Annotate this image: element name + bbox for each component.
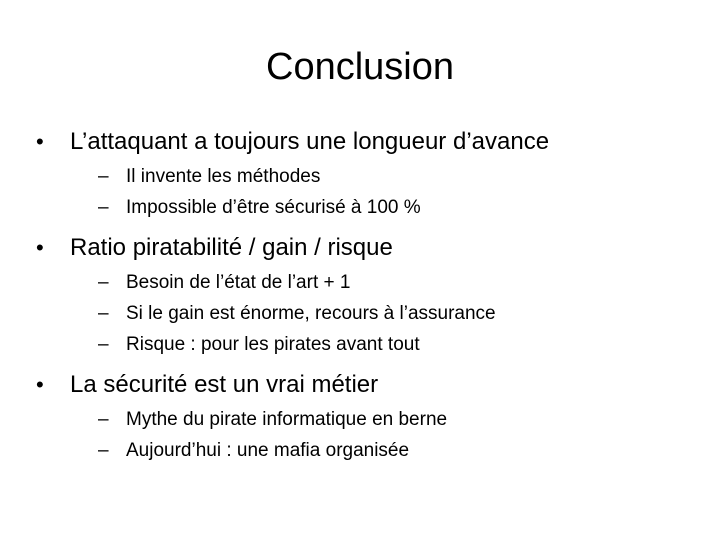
bullet-item [36, 366, 696, 404]
sub-bullet-text: Risque : pour les pirates avant tout [126, 334, 420, 355]
dash-marker: – [98, 409, 109, 430]
dash-marker: – [98, 334, 109, 355]
bullet-text: La sécurité est un vrai métier [70, 371, 379, 398]
bullet-marker: • [36, 372, 44, 397]
sub-bullet-text: Mythe du pirate informatique en berne [126, 409, 448, 430]
slide-content [36, 123, 696, 466]
sub-bullet-item [98, 192, 696, 223]
bullet-marker: • [36, 235, 44, 260]
sub-bullet-item [98, 298, 696, 329]
dash-marker: – [98, 272, 109, 293]
sub-bullet-text: Si le gain est énorme, recours à l’assurance [126, 303, 496, 324]
sub-bullet-text: Aujourd’hui : une mafia organisée [126, 440, 410, 461]
bullet-text: Ratio piratabilité / gain / risque [70, 234, 393, 261]
dash-marker: – [98, 166, 109, 187]
sub-bullet-text: Il invente les méthodes [126, 166, 321, 187]
bullet-item [36, 123, 696, 161]
dash-marker: – [98, 440, 109, 461]
sub-bullet-text: Impossible d’être sécurisé à 100 % [126, 197, 421, 218]
sub-bullet-item [98, 161, 696, 192]
sub-bullet-item [98, 435, 696, 466]
slide-title: Conclusion [266, 46, 454, 88]
sub-bullet-item [98, 404, 696, 435]
dash-marker: – [98, 197, 109, 218]
bullet-text: L’attaquant a toujours une longueur d’avance [70, 128, 550, 155]
bullet-marker: • [36, 129, 44, 154]
sub-bullet-text: Besoin de l’état de l’art + 1 [126, 272, 351, 293]
sub-bullet-item [98, 329, 696, 360]
dash-marker: – [98, 303, 109, 324]
bullet-item [36, 229, 696, 267]
sub-bullet-item [98, 267, 696, 298]
